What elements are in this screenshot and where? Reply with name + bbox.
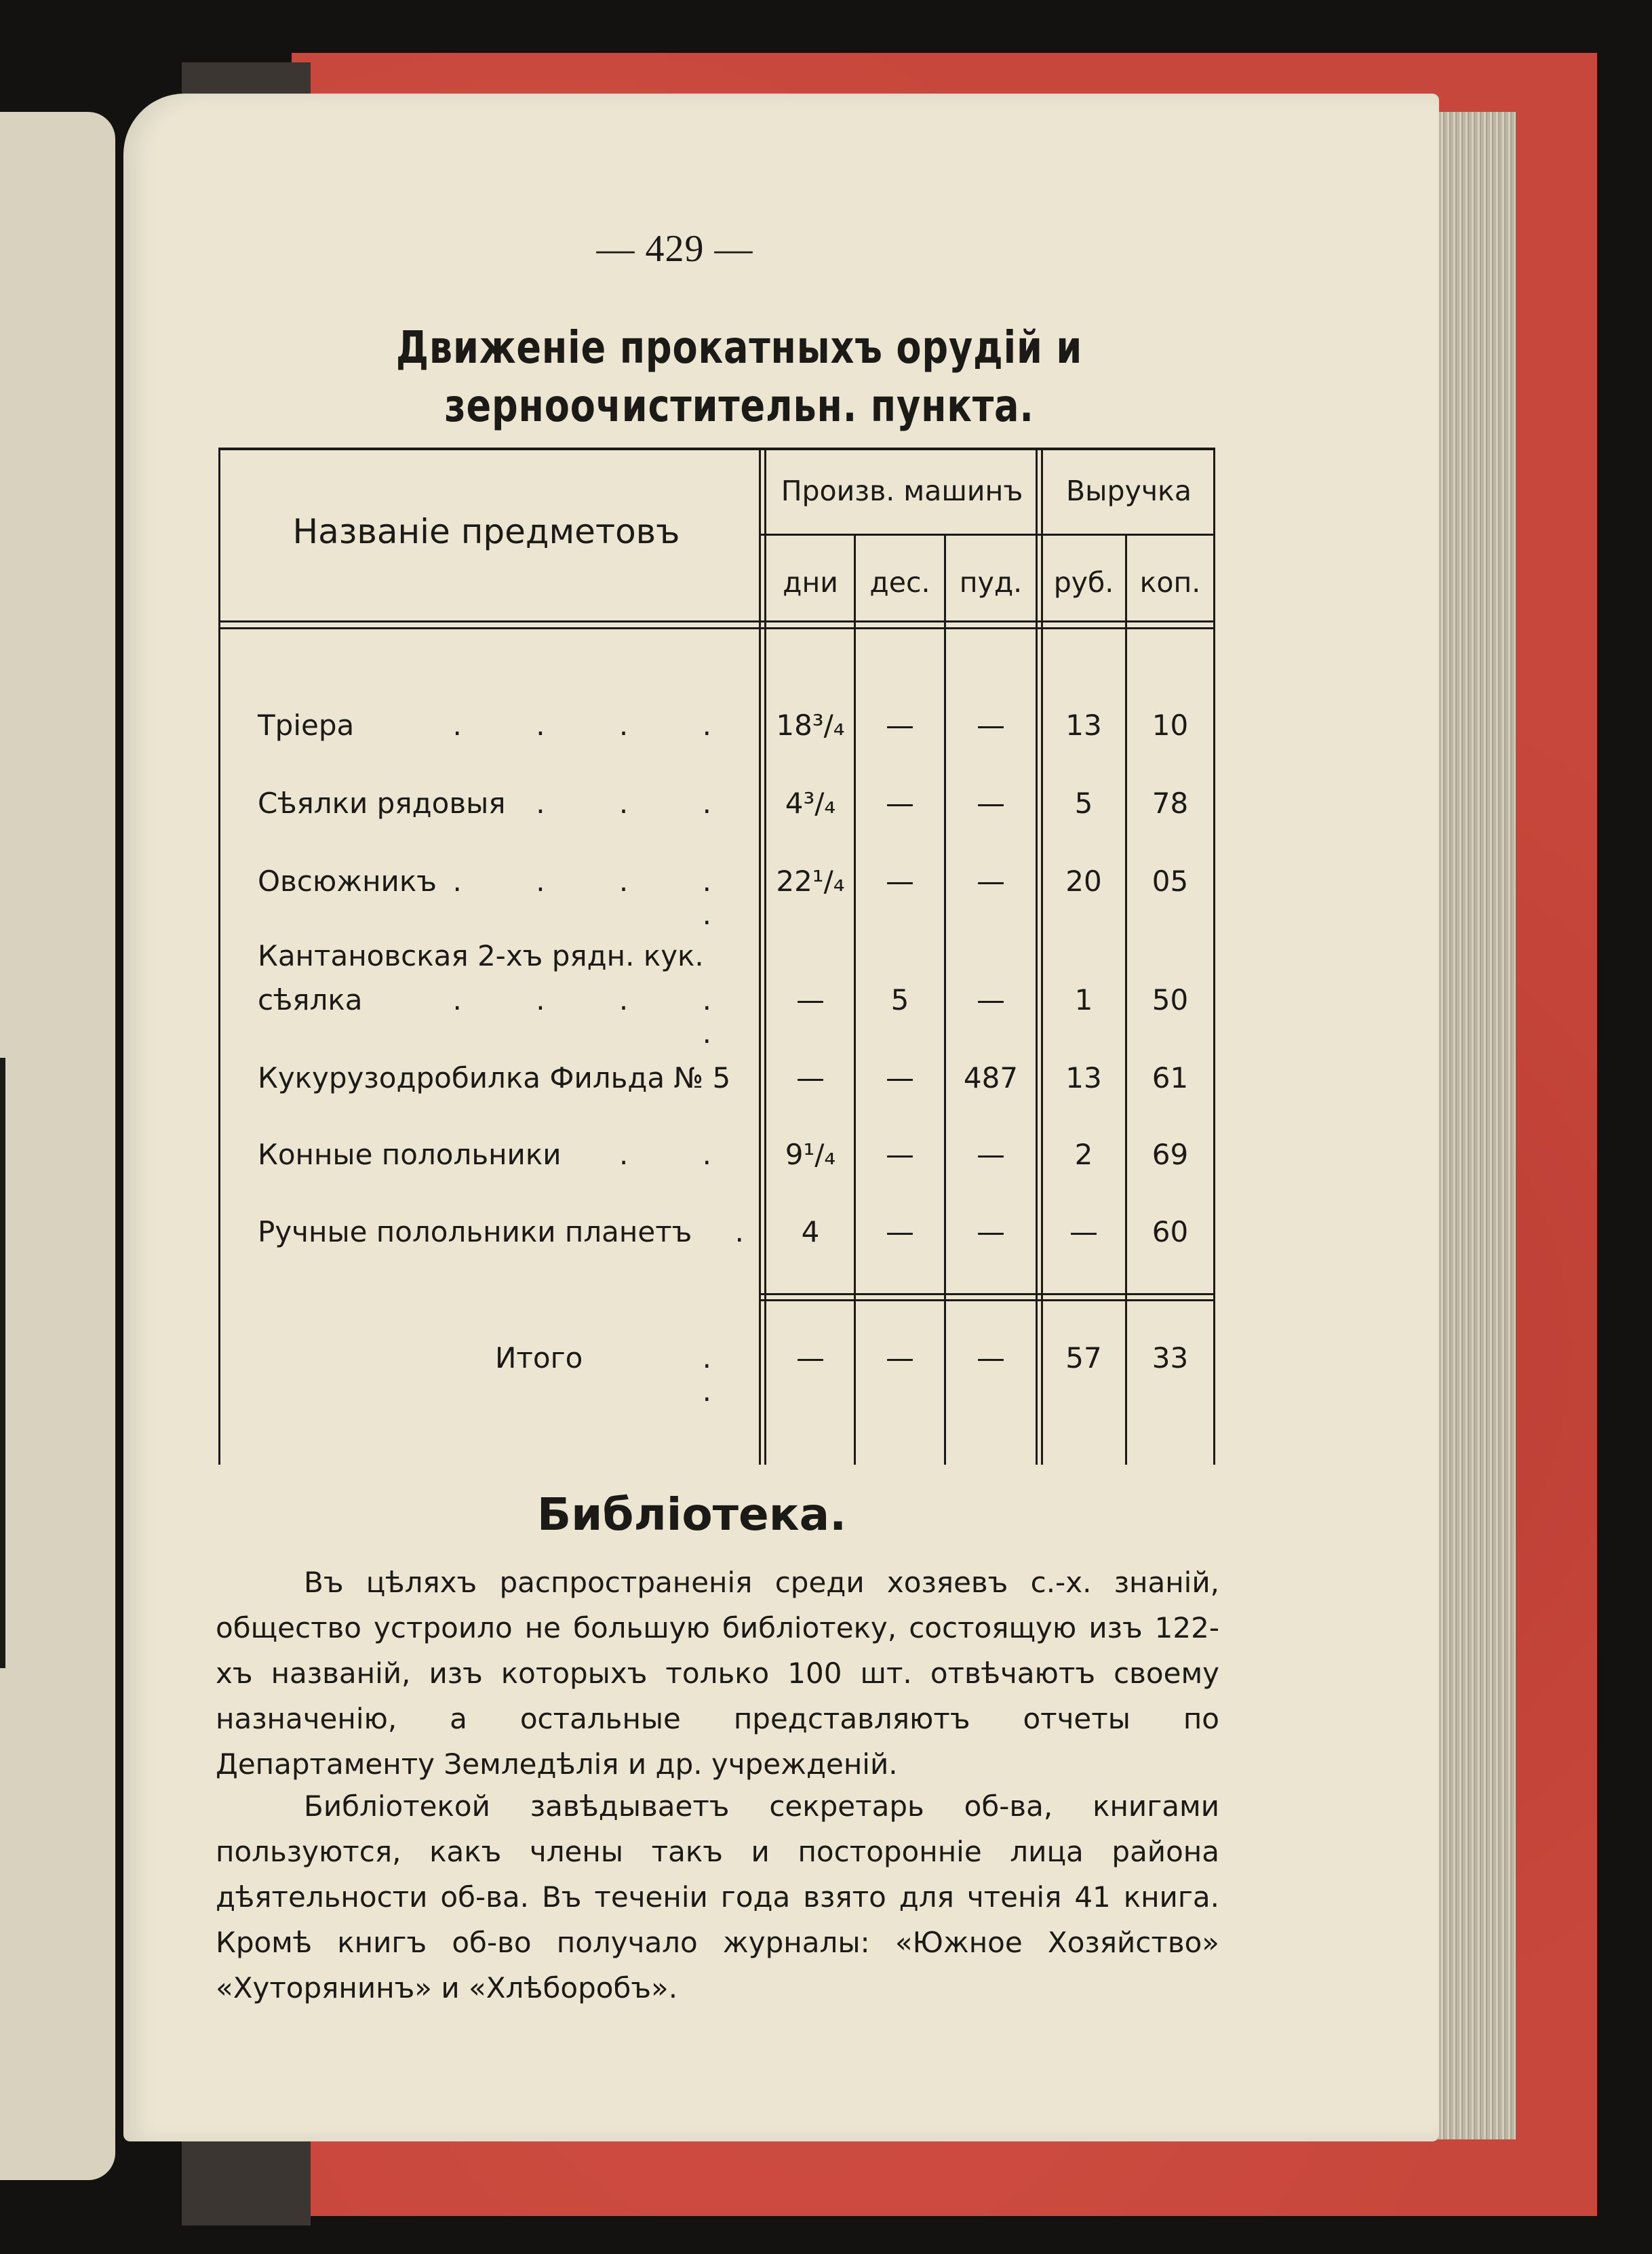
- row-days: —: [796, 1061, 825, 1094]
- row-rub: 20: [1065, 865, 1102, 898]
- library-paragraph-2: Библіотекой завѣдываетъ секретарь об-ва, книгами пользуются, какъ члены такъ и посторонніе лица района дѣятельности об-ва. Въ теченіи года взято для чтенія 41 книга. Кромѣ книгъ об-во получало журналы: «Южное Хозяйство» «Хуторянинъ» и «Хлѣборобъ».: [216, 1790, 1219, 2004]
- row-dots: . . .: [536, 787, 744, 820]
- row-name: Кукурузодробилка Фильда № 5: [258, 1061, 731, 1094]
- row-days: 4: [801, 1215, 820, 1248]
- row-name: Кантановская 2-хъ рядн. кук.: [258, 939, 704, 972]
- total-days: —: [796, 1341, 825, 1375]
- total-rub: 57: [1065, 1341, 1102, 1375]
- header-kop: коп.: [1139, 566, 1201, 599]
- row-name: Овсюжникъ: [258, 865, 437, 898]
- row-dots: .: [734, 1215, 744, 1248]
- row-rub: 1: [1074, 983, 1093, 1016]
- row-name: Конные полольники: [258, 1138, 562, 1171]
- library-heading: Библіотека.: [536, 1488, 847, 1541]
- total-des: —: [886, 1341, 914, 1375]
- row-des: —: [886, 865, 914, 898]
- row-kop: 69: [1152, 1138, 1189, 1171]
- total-rule-2: [761, 1299, 1215, 1301]
- table-top-rule: [218, 448, 1215, 450]
- row-kop: 50: [1152, 983, 1189, 1016]
- header-des: дес.: [869, 566, 930, 599]
- row-des: —: [886, 709, 914, 742]
- row-dots: . .: [618, 1138, 744, 1171]
- col-divider-days-2: [764, 448, 766, 1465]
- table-left-border: [218, 448, 220, 1465]
- row-dots: . . . .: [452, 709, 744, 742]
- row-pud: —: [977, 1138, 1005, 1171]
- row-kop: 61: [1152, 1061, 1189, 1094]
- row-des: 5: [890, 983, 909, 1016]
- row-des: —: [886, 1215, 914, 1248]
- row-kop: 60: [1152, 1215, 1189, 1248]
- row-days: 18³/₄: [776, 709, 845, 742]
- row-name: Сѣялки рядовыя: [258, 787, 506, 820]
- row-pud: —: [977, 1215, 1005, 1248]
- row-kop: 05: [1152, 865, 1189, 898]
- row-kop: 10: [1152, 709, 1189, 742]
- left-page-shadow: [0, 1058, 5, 1668]
- header-pud: пуд.: [959, 566, 1023, 599]
- page-number: — 429 —: [596, 228, 753, 270]
- total-kop: 33: [1152, 1341, 1189, 1375]
- row-rub: 13: [1065, 1061, 1102, 1094]
- row-rub: 2: [1074, 1138, 1093, 1171]
- header-bottom-rule: [218, 620, 1215, 622]
- row-days: 4³/₄: [785, 787, 836, 820]
- row-days: —: [796, 983, 825, 1016]
- row-days: 9¹/₄: [785, 1138, 836, 1171]
- total-dots: . .: [702, 1341, 744, 1408]
- row-des: —: [886, 787, 914, 820]
- row-kop: 78: [1152, 787, 1189, 820]
- page-title: Движеніе прокатныхъ орудій и зерноочистительн. пункта.: [395, 321, 1083, 432]
- row-des: —: [886, 1061, 914, 1094]
- col-divider-rub-2: [1041, 448, 1043, 1465]
- total-rule: [761, 1293, 1215, 1295]
- col-divider-days: [759, 448, 761, 1465]
- row-dots: . . . . .: [452, 865, 744, 931]
- total-pud: —: [977, 1341, 1005, 1375]
- row-pud: —: [977, 865, 1005, 898]
- row-name: Ручные полольники планетъ: [258, 1215, 692, 1248]
- header-days: дни: [783, 566, 838, 599]
- table-right-border: [1213, 448, 1215, 1465]
- row-pud: 487: [963, 1061, 1019, 1094]
- row-rub: —: [1069, 1215, 1098, 1248]
- header-group-rule: [761, 534, 1215, 536]
- col-divider-rub: [1036, 448, 1038, 1465]
- header-revenue: Выручка: [1066, 475, 1192, 507]
- row-name-line2: сѣялка: [258, 983, 363, 1016]
- row-pud: —: [977, 787, 1005, 820]
- equipment-table: [218, 448, 1215, 1465]
- row-pud: —: [977, 983, 1005, 1016]
- row-pud: —: [977, 709, 1005, 742]
- total-label: Итого: [495, 1341, 583, 1375]
- row-rub: 13: [1065, 709, 1102, 742]
- row-des: —: [886, 1138, 914, 1171]
- row-dots: . . . . .: [452, 983, 744, 1050]
- header-name: Названіе предметовъ: [292, 512, 680, 551]
- library-paragraph-1: Въ цѣляхъ распространенія среди хозяевъ с.-х. знаній, общество устроило не большую библіотеку, состоящую изъ 122-хъ названій, изъ которыхъ только 100 шт. отвѣчаютъ своему назначенію, а остальные представляютъ отчеты по Департаменту Земледѣлія и др. учрежденій.: [216, 1566, 1219, 1781]
- row-name: Тріера: [258, 709, 355, 742]
- header-produced: Произв. машинъ: [781, 475, 1023, 507]
- header-rub: руб.: [1053, 566, 1114, 599]
- row-days: 22¹/₄: [776, 865, 845, 898]
- left-page-edge: [0, 112, 115, 2180]
- row-rub: 5: [1074, 787, 1093, 820]
- header-bottom-rule-2: [218, 627, 1215, 629]
